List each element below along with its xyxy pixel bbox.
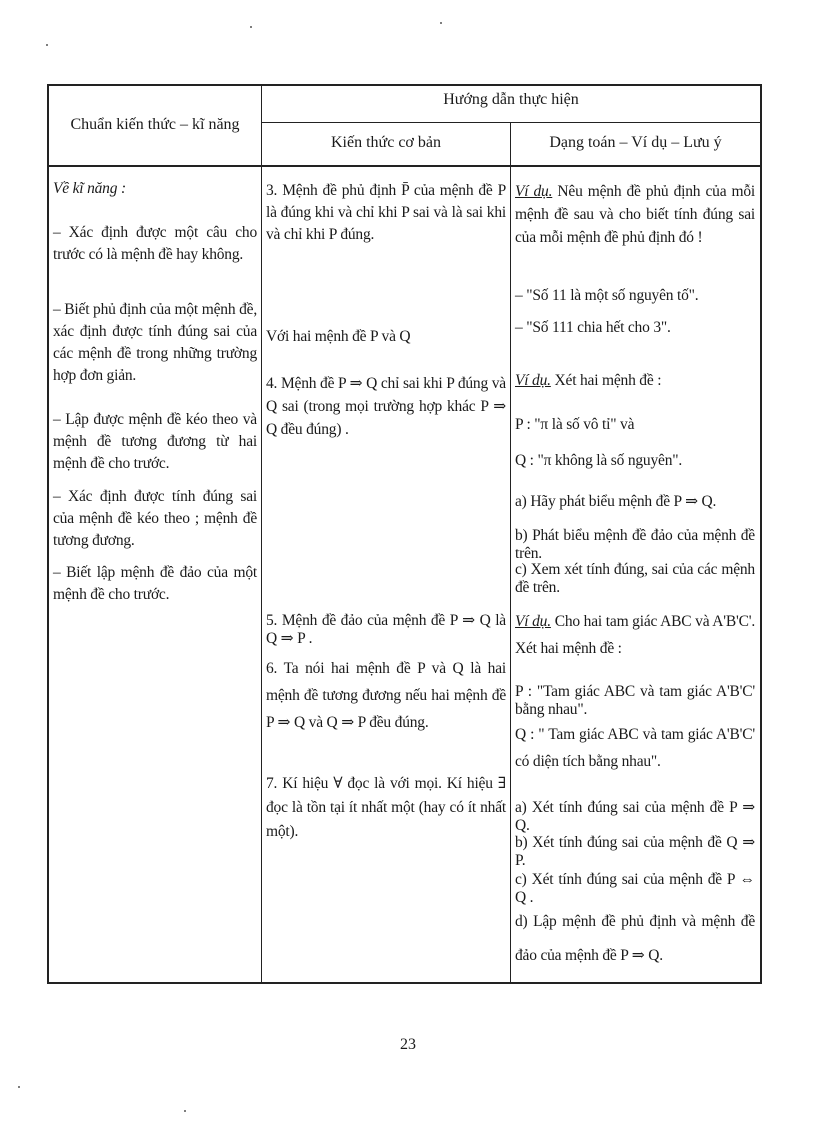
scan-speck xyxy=(184,1110,186,1112)
example-3-task: b) Xét tính đúng sai của mệnh đề Q ⇒ P. xyxy=(515,834,755,869)
example-text: Xét hai mệnh đề : xyxy=(554,372,662,389)
skill-item: – Biết lập mệnh đề đảo của một mệnh đề cho trước. xyxy=(53,564,257,603)
example-2-task: a) Hãy phát biểu mệnh đề P ⇒ Q. xyxy=(515,493,717,510)
example-2-task: c) Xem xét tính đúng, sai của các mệnh đề trên. xyxy=(515,561,755,596)
example-2 xyxy=(515,372,755,390)
skill-item: – Xác định được tính đúng sai của mệnh đề kéo theo ; mệnh đề tương đương. xyxy=(53,488,257,549)
skills-heading: Về kĩ năng : xyxy=(53,180,126,197)
example-1 xyxy=(515,180,755,249)
example-label: Ví dụ. xyxy=(515,183,553,200)
knowledge-item-3: 3. Mệnh đề phủ định P̄ của mệnh đề P là đúng khi và chỉ khi P sai và là sai khi và chỉ khi P đúng. xyxy=(266,182,506,243)
knowledge-item-5: 5. Mệnh đề đảo của mệnh đề P ⇒ Q là Q ⇒ P . xyxy=(266,612,506,647)
scan-speck xyxy=(46,44,48,46)
example-3-task: a) Xét tính đúng sai của mệnh đề P ⇒ Q. xyxy=(515,799,755,834)
example-2-proposition-q: Q : "π không là số nguyên". xyxy=(515,452,683,469)
skill-item: – Lập được mệnh đề kéo theo và mệnh đề tương đương từ hai mệnh đề cho trước. xyxy=(53,411,257,472)
example-label: Ví dụ. xyxy=(515,372,551,389)
knowledge-item-4: 4. Mệnh đề P ⇒ Q chỉ sai khi P đúng và Q sai (trong mọi trường hợp khác P ⇒ Q đều đúng) . xyxy=(266,375,506,438)
example-label: Ví dụ. xyxy=(515,613,551,630)
example-text: Nêu mệnh đề phủ định của mỗi mệnh đề sau và cho biết tính đúng sai của mỗi mệnh đề phủ định đó ! xyxy=(515,183,755,246)
header-basic-knowledge: Kiến thức cơ bản xyxy=(331,134,441,151)
example-1-item: – "Số 111 chia hết cho 3". xyxy=(515,319,671,336)
header-guidance: Hướng dẫn thực hiện xyxy=(443,91,579,108)
scan-speck xyxy=(440,22,442,24)
header-examples: Dạng toán – Ví dụ – Lưu ý xyxy=(549,134,722,151)
header-standards: Chuẩn kiến thức – kĩ năng xyxy=(70,116,240,133)
example-3-proposition-q: Q : " Tam giác ABC và tam giác A'B'C' có diện tích bằng nhau". xyxy=(515,726,755,770)
example-3-proposition-p: P : "Tam giác ABC và tam giác A'B'C' bằng nhau". xyxy=(515,683,755,718)
pq-intro: Với hai mệnh đề P và Q xyxy=(266,328,411,345)
skill-item: – Xác định được một câu cho trước có là mệnh đề hay không. xyxy=(53,224,257,263)
page-number: 23 xyxy=(400,1036,416,1053)
example-1-item: – "Số 11 là một số nguyên tố". xyxy=(515,287,699,304)
skill-item: – Biết phủ định của một mệnh đề, xác định được tính đúng sai của các mệnh đề trong những trường hợp đơn giản. xyxy=(53,301,257,384)
knowledge-item-7: 7. Kí hiệu ∀ đọc là với mọi. Kí hiệu ∃ đọc là tồn tại ít nhất một (hay có ít nhất một). xyxy=(266,775,506,840)
example-2-proposition-p: P : "π là số vô tỉ" và xyxy=(515,416,635,433)
example-2-task: b) Phát biểu mệnh đề đảo của mệnh đề trên. xyxy=(515,527,755,562)
example-3-task: c) Xét tính đúng sai của mệnh đề P ⇔ Q . xyxy=(515,871,755,906)
example-text: Cho hai tam giác ABC và A'B'C'. Xét hai mệnh đề : xyxy=(515,613,755,657)
knowledge-item-6: 6. Ta nói hai mệnh đề P và Q là hai mệnh đề tương đương nếu hai mệnh đề P ⇒ Q và Q ⇒ P đều đúng. xyxy=(266,660,506,731)
example-3 xyxy=(515,608,755,662)
scan-speck xyxy=(18,1086,20,1088)
example-3-task: d) Lập mệnh đề phủ định và mệnh đề đảo của mệnh đề P ⇒ Q. xyxy=(515,913,755,964)
scan-speck xyxy=(250,26,252,28)
